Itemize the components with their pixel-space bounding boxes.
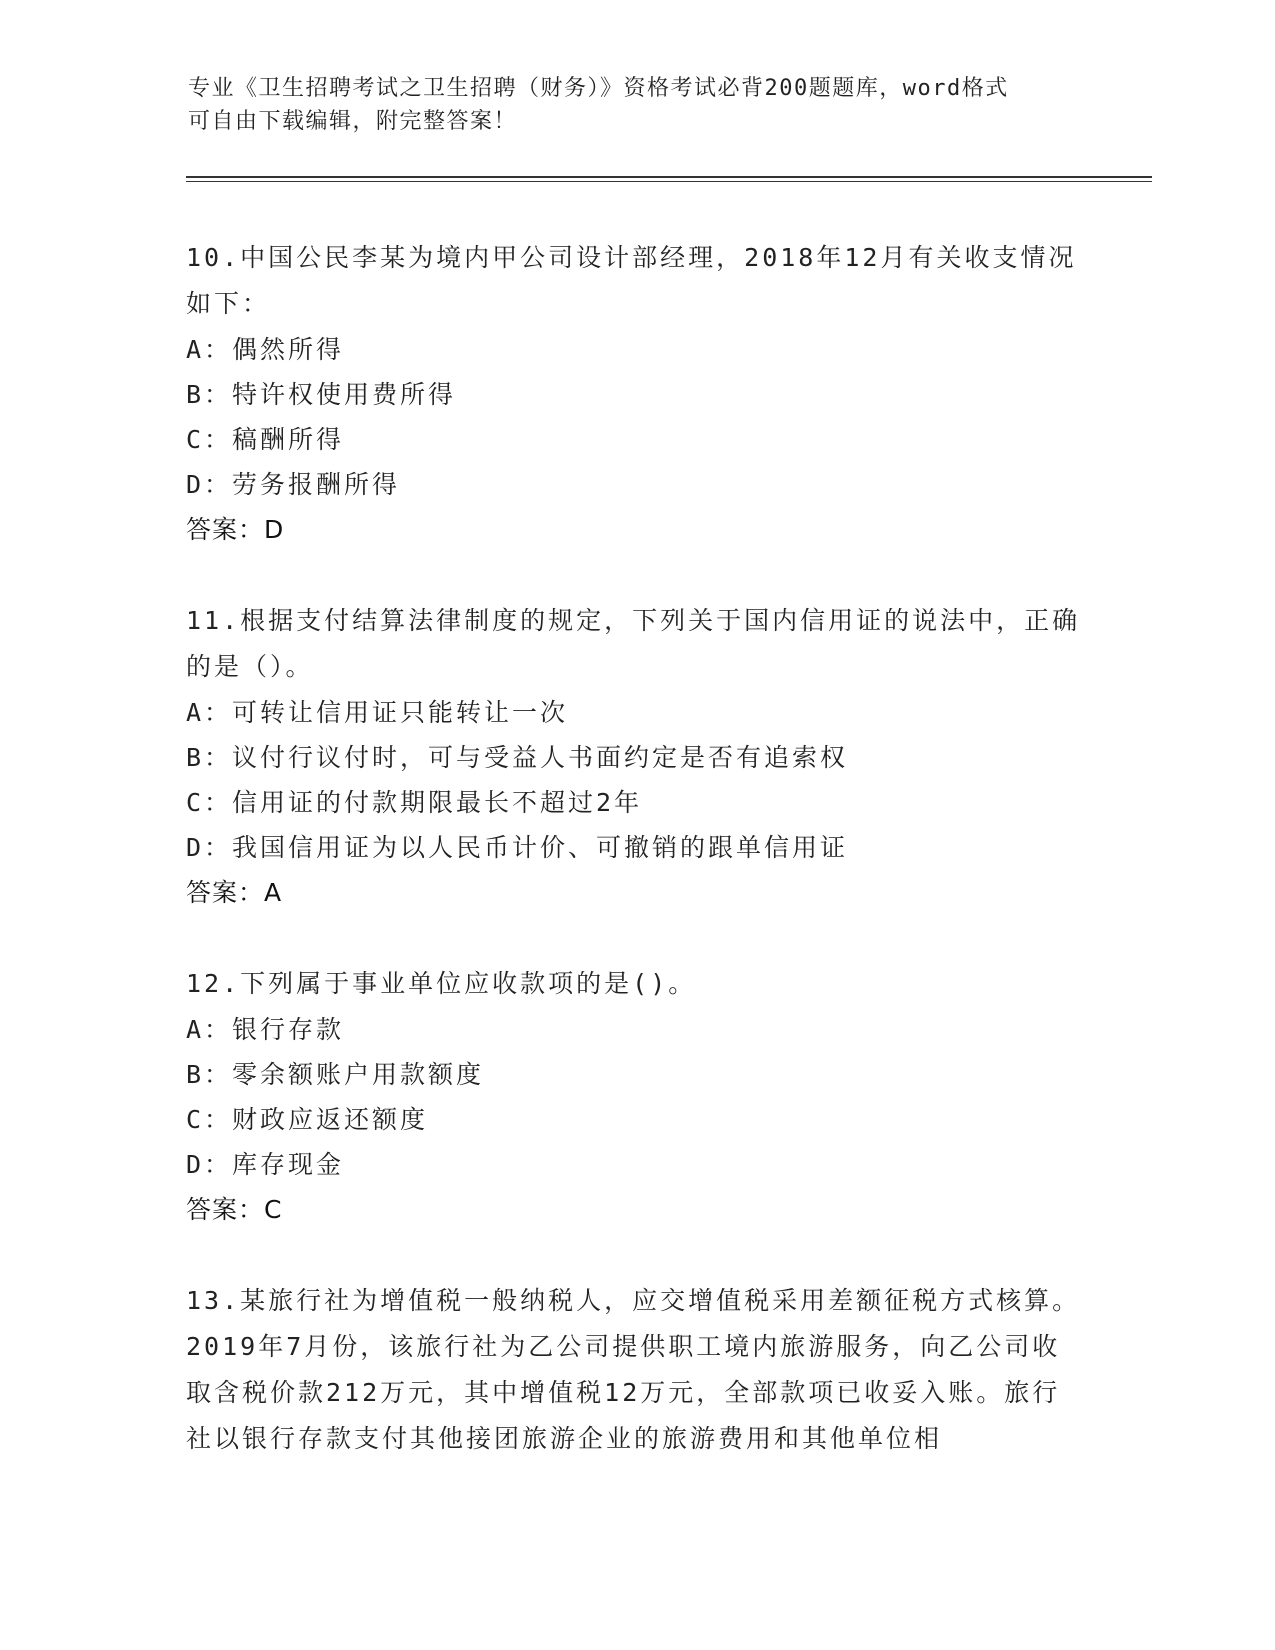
option-b: B：议付行议付时，可与受益人书面约定是否有追索权 (186, 743, 849, 772)
question-10 (186, 235, 1086, 552)
question-11 (186, 598, 1086, 915)
option-c: C：信用证的付款期限最长不超过2年 (186, 788, 643, 817)
question-stem: 13.某旅行社为增值税一般纳税人，应交增值税采用差额征税方式核算。2019年7月份，该旅行社为乙公司提供职工境内旅游服务，向乙公司收取含税价款212万元，其中增值税12万元，全部款项已收妥入账。旅行社以银行存款支付其他接团旅游企业的旅游费用和其他单位相 (186, 1286, 1081, 1453)
header-line-1: 专业《卫生招聘考试之卫生招聘（财务）》资格考试必背200题题库，word格式 (188, 76, 1009, 101)
answer: 答案：A (186, 878, 283, 907)
answer: 答案：C (186, 1195, 283, 1224)
question-stem: 11.根据支付结算法律制度的规定，下列关于国内信用证的说法中，正确的是（）。 (186, 606, 1081, 681)
option-c: C：财政应返还额度 (186, 1105, 429, 1134)
question-13 (186, 1278, 1086, 1462)
option-d: D：我国信用证为以人民币计价、可撤销的跟单信用证 (186, 833, 849, 862)
document-header (188, 72, 1088, 138)
option-a: A：偶然所得 (186, 335, 345, 364)
answer: 答案：D (186, 515, 285, 544)
option-b: B：零余额账户用款额度 (186, 1060, 485, 1089)
option-d: D：库存现金 (186, 1150, 345, 1179)
question-12 (186, 961, 1086, 1232)
option-a: A：可转让信用证只能转让一次 (186, 698, 569, 727)
option-a: A：银行存款 (186, 1015, 345, 1044)
header-divider (186, 176, 1152, 182)
option-b: B：特许权使用费所得 (186, 380, 457, 409)
question-list (186, 235, 1086, 1508)
question-stem: 10.中国公民李某为境内甲公司设计部经理，2018年12月有关收支情况如下： (186, 243, 1077, 318)
question-stem: 12.下列属于事业单位应收款项的是()。 (186, 969, 697, 998)
option-c: C：稿酬所得 (186, 425, 345, 454)
option-d: D：劳务报酬所得 (186, 470, 401, 499)
header-line-2: 可自由下载编辑，附完整答案！ (188, 109, 518, 134)
